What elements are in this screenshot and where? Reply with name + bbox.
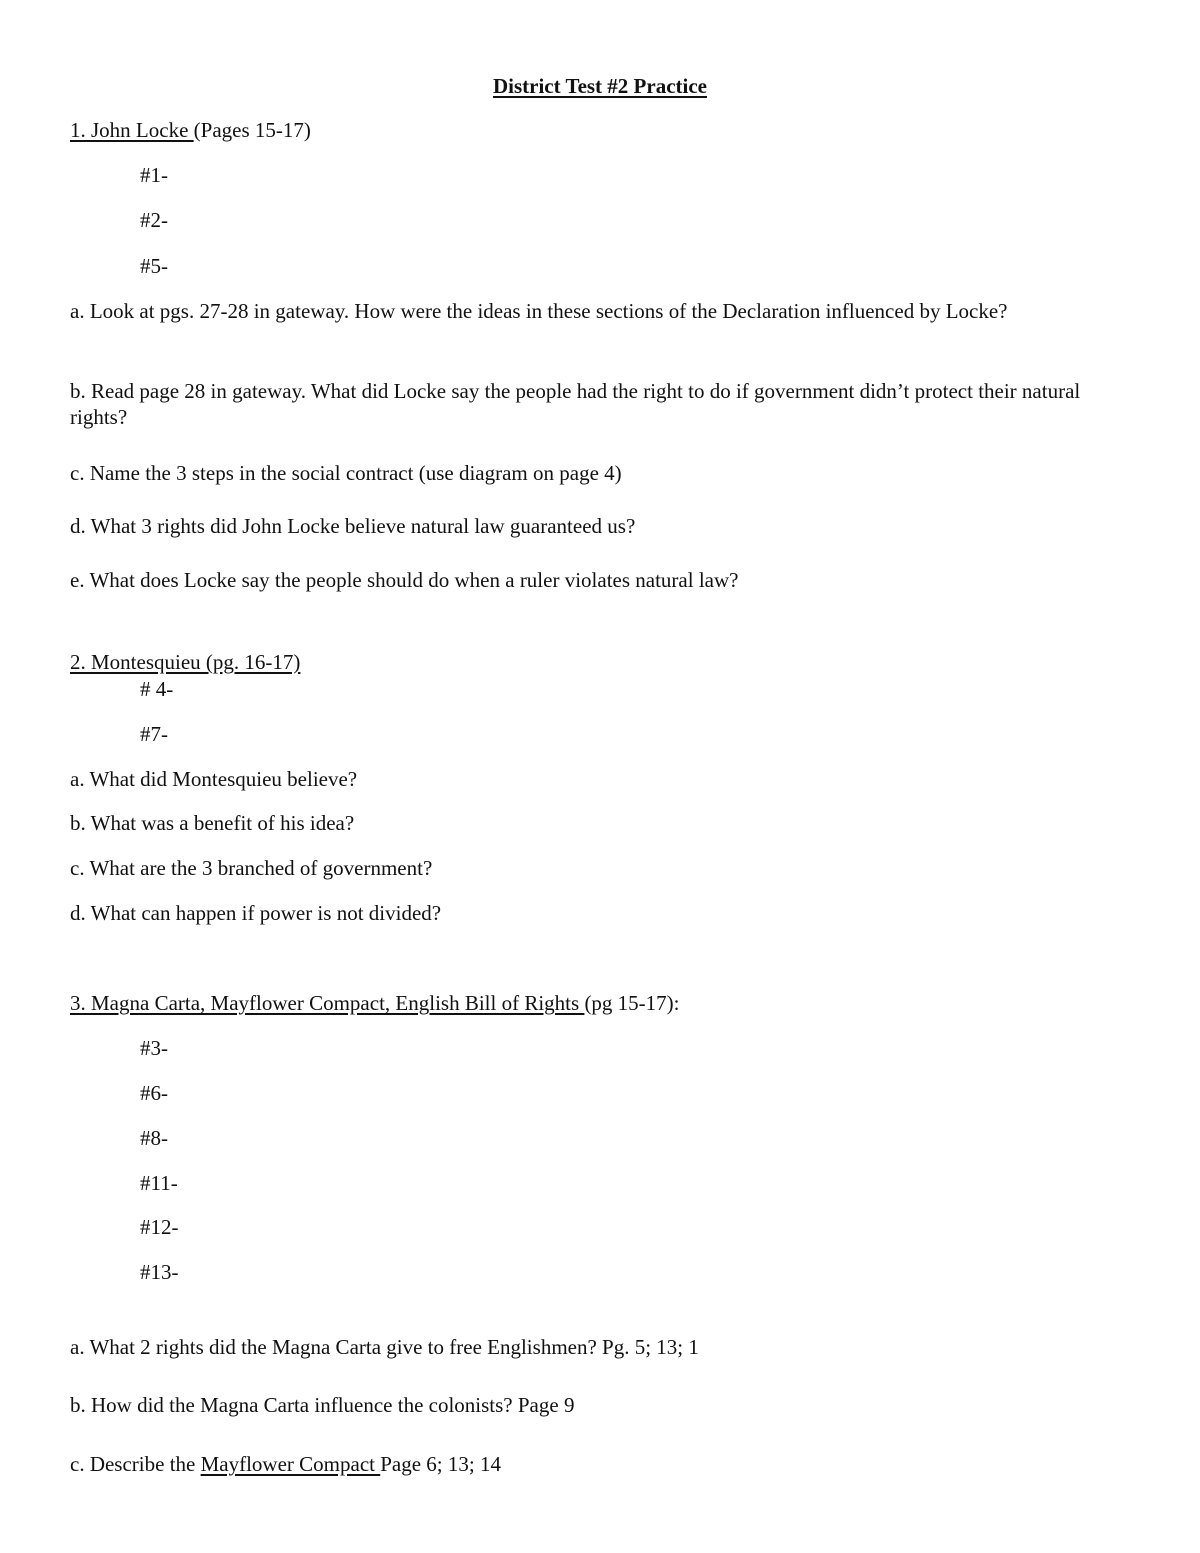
item-line: #3- [140,1036,168,1060]
item-line: # 4- [140,677,174,701]
item-line: #5- [140,254,168,278]
title-text: District Test #2 Practice [492,74,707,98]
question-line: b. How did the Magna Carta influence the colonists? Page 9 [70,1393,575,1417]
item-line: #1- [140,163,168,187]
question-line: c. What are the 3 branched of government? [70,856,433,880]
question-line: d. What can happen if power is not divided? [70,901,442,925]
question-line: a. What 2 rights did the Magna Carta give to free Englishmen? Pg. 5; 13; 1 [70,1335,699,1359]
question-line: a. What did Montesquieu believe? [70,767,358,791]
question-line: d. What 3 rights did John Locke believe natural law guaranteed us? [70,514,636,538]
mayflower-compact-term: Mayflower Compact [200,1452,381,1476]
question-line: e. What does Locke say the people should do when a ruler violates natural law? [70,568,739,592]
section-1-title: 1. John Locke [70,118,194,142]
question-c-pages: Page 6; 13; 14 [380,1452,501,1476]
question-line: b. Read page 28 in gateway. What did Locke say the people had the right to do if government didn’t protect their natural rights? [70,379,1081,429]
section-3-pages: (pg 15-17): [584,991,680,1015]
question-line [70,1451,501,1477]
page-title [0,73,1200,99]
item-line: #6- [140,1081,168,1105]
question-line: a. Look at pgs. 27-28 in gateway. How were the ideas in these sections of the Declaration influenced by Locke? [70,299,1008,323]
item-line: #12- [140,1215,179,1239]
section-1-heading [70,117,311,143]
item-line: #11- [140,1171,178,1195]
section-3-title: 3. Magna Carta, Mayflower Compact, English Bill of Rights [70,991,585,1015]
section-2-heading: 2. Montesquieu (pg. 16-17) [70,650,301,674]
item-line: #7- [140,722,168,746]
question-c-prefix: c. Describe the [70,1452,201,1476]
question-line: c. Name the 3 steps in the social contract (use diagram on page 4) [70,461,622,485]
item-line: #8- [140,1126,168,1150]
question-line: b. What was a benefit of his idea? [70,811,355,835]
item-line: #13- [140,1260,179,1284]
section-3-heading [70,990,680,1016]
section-1-pages: (Pages 15-17) [193,118,311,142]
item-line: #2- [140,208,168,232]
